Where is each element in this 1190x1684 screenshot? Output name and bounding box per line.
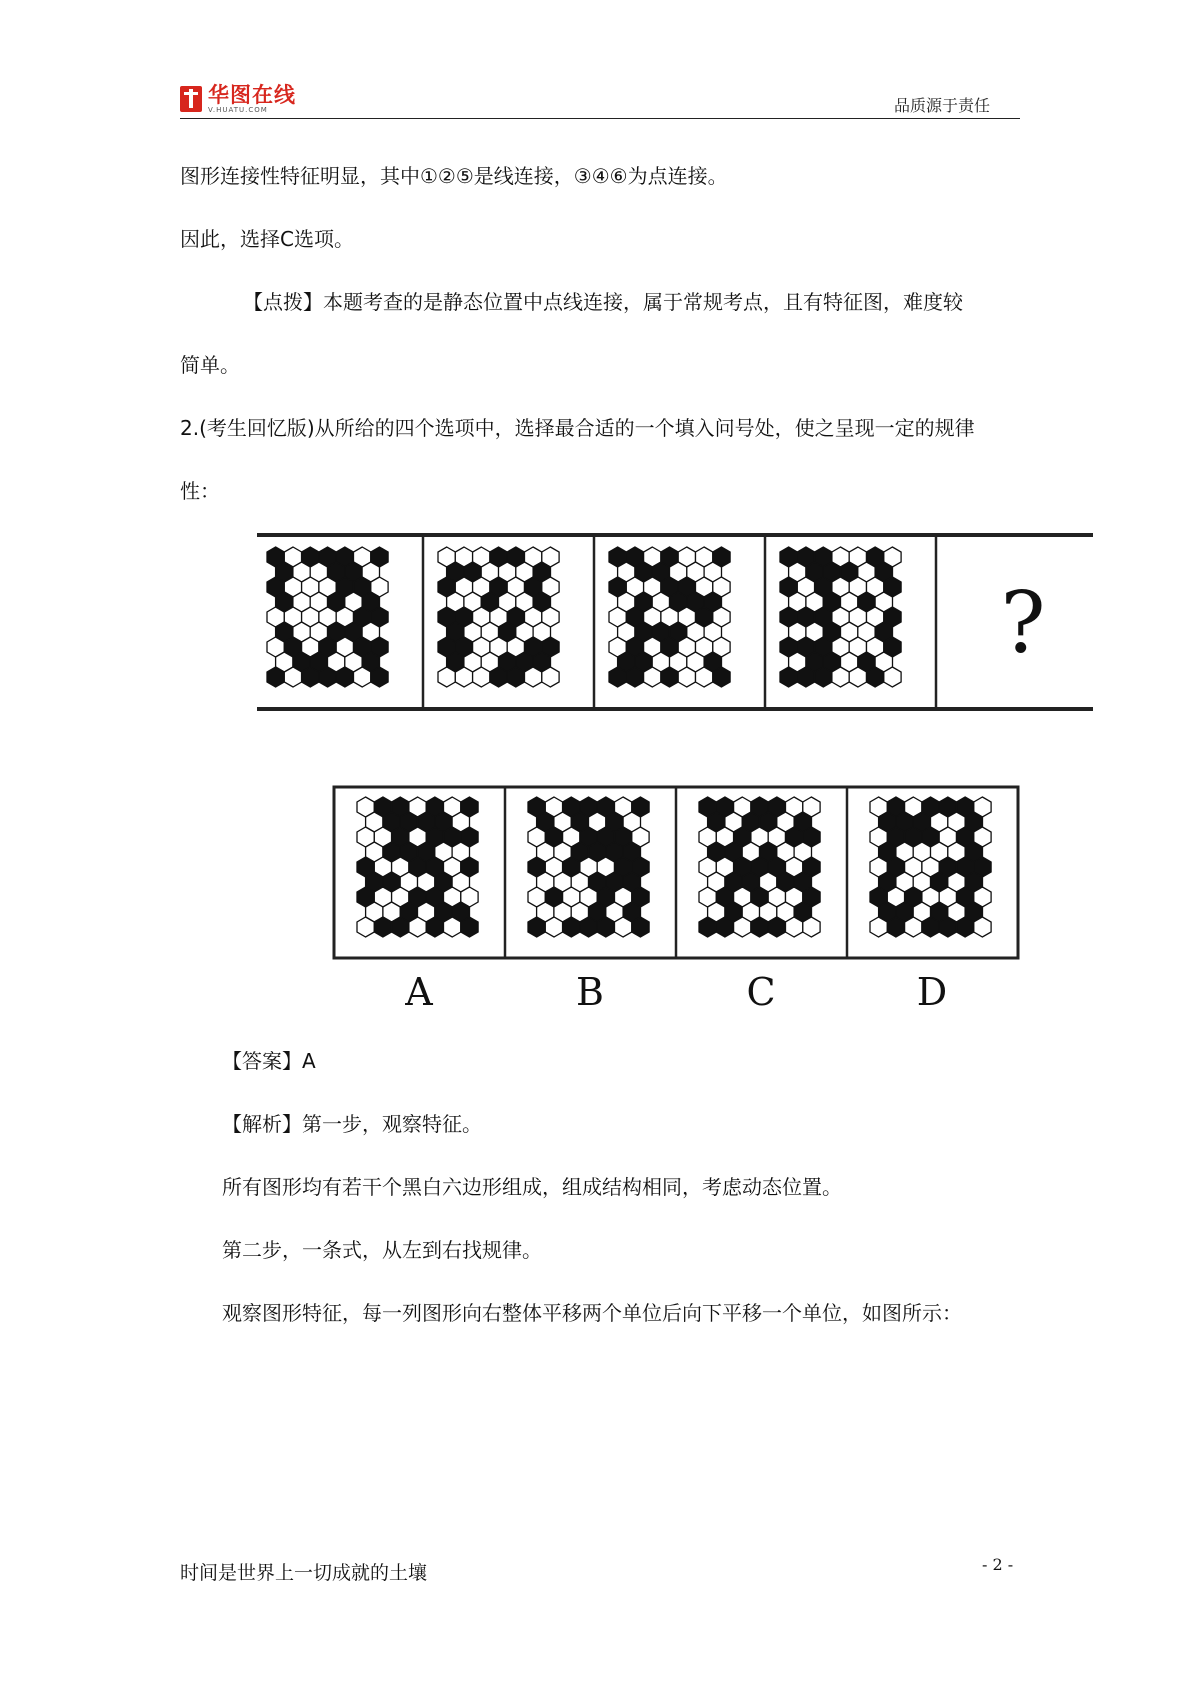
paragraph-tip: 【点拨】本题考查的是静态位置中点线连接，属于常规考点，且有特征图，难度较 bbox=[243, 290, 963, 314]
hexagon-cell bbox=[974, 917, 991, 937]
hexagon-cell bbox=[319, 667, 336, 687]
hexagon-cell bbox=[867, 667, 884, 687]
hexagon-cell bbox=[563, 917, 580, 937]
question-figure bbox=[255, 532, 1095, 712]
question-2-stem: 2.(考生回忆版)从所给的四个选项中，选择最合适的一个填入问号处，使之呈现一定的规律 bbox=[180, 416, 975, 440]
question-mark: ? bbox=[1000, 574, 1046, 672]
option-label-b: B bbox=[576, 970, 604, 1014]
hexagon-cell bbox=[597, 917, 614, 937]
hexagon-cell bbox=[678, 667, 695, 687]
options-figure bbox=[332, 785, 1022, 1035]
paragraph-tip-cont: 简单。 bbox=[180, 353, 240, 377]
hexagon-cell bbox=[438, 667, 455, 687]
header-slogan: 品质源于责任 bbox=[893, 96, 990, 115]
hexagon-cell bbox=[444, 917, 461, 937]
hexagon-cell bbox=[267, 667, 284, 687]
hexagon-cell bbox=[797, 667, 814, 687]
page-number: - 2 - bbox=[982, 1555, 1014, 1574]
hexagon-cell bbox=[461, 917, 478, 937]
analysis-heading: 【解析】第一步，观察特征。 bbox=[222, 1112, 482, 1136]
huatu-logo bbox=[180, 82, 296, 116]
huatu-logo-icon bbox=[180, 86, 202, 112]
hexagon-cell bbox=[661, 667, 678, 687]
footer-motto: 时间是世界上一切成就的土壤 bbox=[180, 1562, 428, 1584]
hexagon-cell bbox=[455, 667, 472, 687]
hexagon-cell bbox=[426, 917, 443, 937]
paragraph-connectivity: 图形连接性特征明显，其中①②⑤是线连接，③④⑥为点连接。 bbox=[180, 164, 728, 188]
question-panel-1 bbox=[267, 547, 388, 687]
hexagon-cell bbox=[887, 917, 904, 937]
hexagon-cell bbox=[849, 667, 866, 687]
question-panel-4 bbox=[780, 547, 901, 687]
hexagon-cell bbox=[473, 667, 490, 687]
hexagon-cell bbox=[284, 667, 301, 687]
hexagon-cell bbox=[580, 917, 597, 937]
paragraph-choose-c: 因此，选择C选项。 bbox=[180, 227, 354, 251]
analysis-step-2: 第二步，一条式，从左到右找规律。 bbox=[222, 1238, 542, 1262]
hexagon-cell bbox=[542, 667, 559, 687]
hexagon-cell bbox=[336, 667, 353, 687]
option-label-c: C bbox=[746, 970, 776, 1014]
hexagon-cell bbox=[716, 917, 733, 937]
hexagon-cell bbox=[632, 917, 649, 937]
option-panel-c bbox=[699, 797, 820, 937]
hexagon-cell bbox=[832, 667, 849, 687]
hexagon-cell bbox=[696, 667, 713, 687]
hexagon-cell bbox=[699, 917, 716, 937]
question-panel-2 bbox=[438, 547, 559, 687]
hexagon-cell bbox=[525, 667, 542, 687]
option-panel-a bbox=[357, 797, 478, 937]
hexagon-cell bbox=[734, 917, 751, 937]
hexagon-cell bbox=[302, 667, 319, 687]
hexagon-cell bbox=[409, 917, 426, 937]
page-header bbox=[180, 82, 1020, 119]
option-panel-d bbox=[870, 797, 991, 937]
hexagon-cell bbox=[392, 917, 409, 937]
hexagon-cell bbox=[957, 917, 974, 937]
option-panel-b bbox=[528, 797, 649, 937]
hexagon-cell bbox=[354, 667, 371, 687]
hexagon-cell bbox=[626, 667, 643, 687]
hexagon-cell bbox=[545, 917, 562, 937]
hexagon-cell bbox=[615, 917, 632, 937]
hexagon-cell bbox=[870, 917, 887, 937]
hexagon-cell bbox=[644, 667, 661, 687]
hexagon-cell bbox=[905, 917, 922, 937]
hexagon-cell bbox=[815, 667, 832, 687]
option-label-a: A bbox=[405, 970, 433, 1014]
analysis-step-3: 观察图形特征，每一列图形向右整体平移两个单位后向下平移一个单位，如图所示： bbox=[222, 1301, 962, 1325]
hexagon-cell bbox=[609, 667, 626, 687]
question-panel-3 bbox=[609, 547, 730, 687]
hexagon-cell bbox=[507, 667, 524, 687]
hexagon-cell bbox=[786, 917, 803, 937]
hexagon-cell bbox=[939, 917, 956, 937]
hexagon-cell bbox=[922, 917, 939, 937]
analysis-step-1: 所有图形均有若干个黑白六边形组成，组成结构相同，考虑动态位置。 bbox=[222, 1175, 842, 1199]
logo-text: 华图在线 bbox=[208, 83, 296, 107]
hexagon-cell bbox=[374, 917, 391, 937]
hexagon-cell bbox=[884, 667, 901, 687]
option-label-d: D bbox=[916, 970, 948, 1014]
hexagon-cell bbox=[371, 667, 388, 687]
answer-line: 【答案】A bbox=[222, 1049, 316, 1073]
hexagon-cell bbox=[357, 917, 374, 937]
hexagon-cell bbox=[490, 667, 507, 687]
hexagon-cell bbox=[780, 667, 797, 687]
hexagon-cell bbox=[713, 667, 730, 687]
hexagon-cell bbox=[803, 917, 820, 937]
hexagon-cell bbox=[768, 917, 785, 937]
hexagon-cell bbox=[528, 917, 545, 937]
logo-url: V.HUATU.COM bbox=[208, 106, 268, 114]
question-2-stem-cont: 性： bbox=[180, 479, 220, 503]
hexagon-cell bbox=[751, 917, 768, 937]
